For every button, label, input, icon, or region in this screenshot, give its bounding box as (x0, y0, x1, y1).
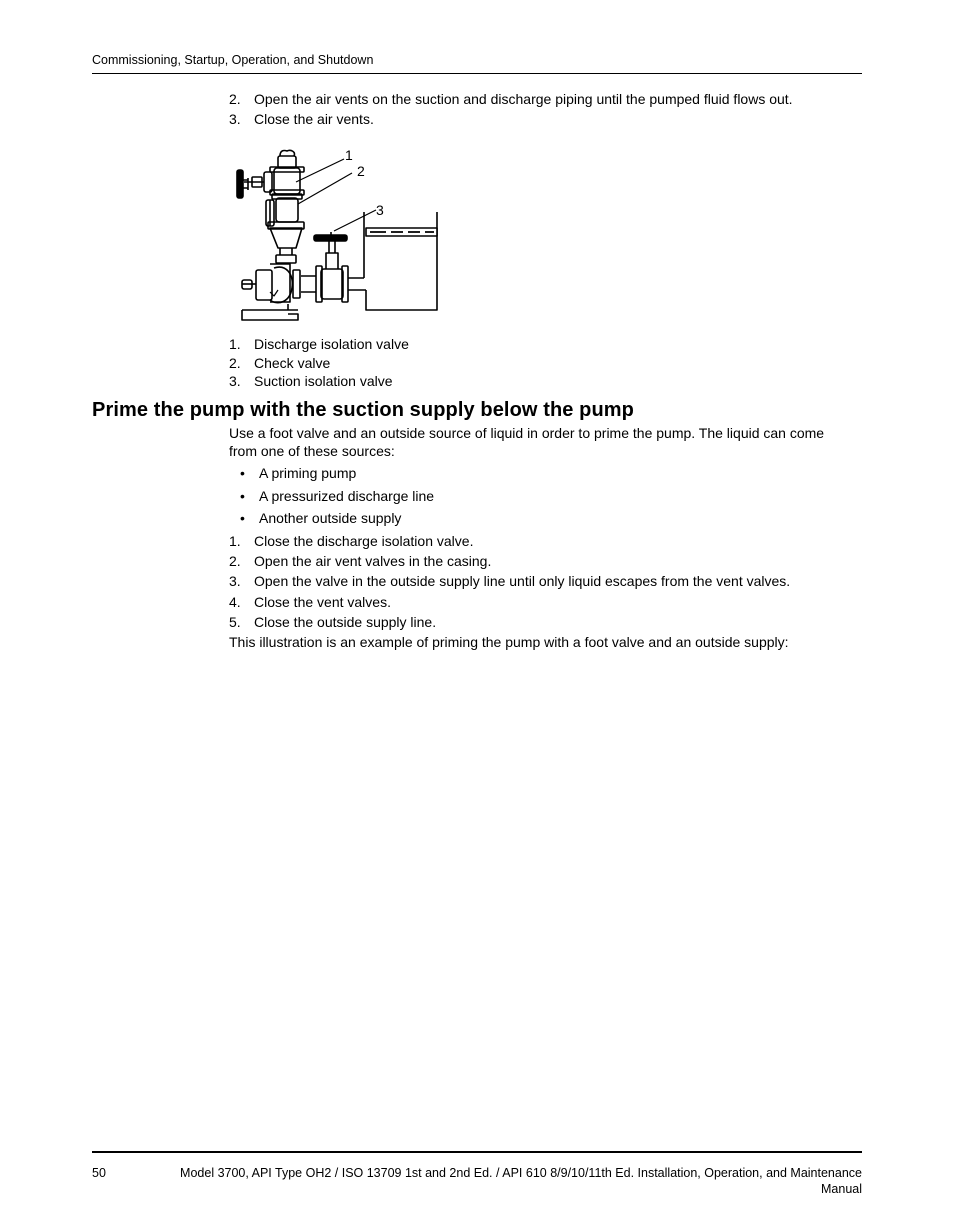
legend-number: 1. (229, 336, 241, 352)
footer-divider (92, 1151, 862, 1153)
bullet-text: A pressurized discharge line (259, 487, 435, 504)
legend-text: Suction isolation valve (254, 373, 393, 389)
priming-steps-list (229, 531, 849, 632)
step-text: Open the air vents on the suction and discharge piping until the pumped fluid flows out. (254, 91, 793, 107)
legend-number: 3. (229, 373, 241, 389)
legend-text: Discharge isolation valve (254, 336, 409, 352)
list-item (229, 571, 849, 591)
legend-item (229, 335, 409, 354)
bullet-glyph: • (240, 510, 245, 526)
pump-valve-illustration (228, 142, 440, 326)
footer-title-line: Manual (821, 1181, 862, 1196)
list-item (229, 109, 849, 129)
callout-1: 1 (345, 147, 353, 163)
section-intro: Use a foot valve and an outside source of liquid in order to prime the pump. The liquid can come from one of these sources: (229, 425, 825, 459)
list-item (229, 531, 849, 551)
step-number: 1. (229, 533, 241, 549)
step-text: Close the outside supply line. (254, 613, 437, 630)
bullet-text: A priming pump (259, 465, 357, 481)
callout-3: 3 (376, 202, 384, 218)
footer-document-title (120, 1166, 862, 1197)
step-number: 3. (229, 111, 241, 127)
legend-item (229, 354, 409, 373)
bullet-glyph: • (240, 465, 245, 481)
step-number: 2. (229, 91, 241, 107)
legend-text: Check valve (254, 354, 331, 371)
bullet-glyph: • (240, 487, 245, 504)
step-text: Close the vent valves. (254, 593, 391, 610)
step-text: Close the air vents. (254, 111, 374, 127)
closing-sentence: This illustration is an example of priming the pump with a foot valve and an outside supply: (229, 634, 789, 650)
callout-2: 2 (357, 163, 365, 179)
step-number: 3. (229, 573, 241, 590)
list-item (240, 508, 434, 531)
header-divider (92, 73, 862, 74)
legend-item (229, 372, 409, 391)
footer-title-line: Model 3700, API Type OH2 / ISO 13709 1st and 2nd Ed. / API 610 8/9/10/11th Ed. Installation, Operation, and Maintenance (180, 1166, 862, 1180)
list-item (229, 612, 849, 632)
page-number: 50 (92, 1166, 106, 1180)
step-text: Open the air vent valves in the casing. (254, 553, 492, 570)
step-text: Close the discharge isolation valve. (254, 533, 474, 549)
sources-bullet-list (240, 463, 434, 531)
legend-number: 2. (229, 354, 241, 371)
step-number: 5. (229, 613, 241, 630)
steps-top-list (229, 89, 849, 129)
bullet-text: Another outside supply (259, 510, 402, 526)
section-heading: Prime the pump with the suction supply below the pump (92, 399, 634, 421)
list-item (229, 592, 849, 612)
running-header: Commissioning, Startup, Operation, and Shutdown (92, 53, 374, 67)
step-number: 2. (229, 553, 241, 570)
list-item (229, 551, 849, 571)
list-item (240, 463, 434, 486)
step-number: 4. (229, 593, 241, 610)
list-item (240, 486, 434, 509)
step-text: Open the valve in the outside supply line until only liquid escapes from the vent valves. (254, 573, 791, 590)
list-item (229, 89, 849, 109)
figure-legend (229, 335, 409, 391)
